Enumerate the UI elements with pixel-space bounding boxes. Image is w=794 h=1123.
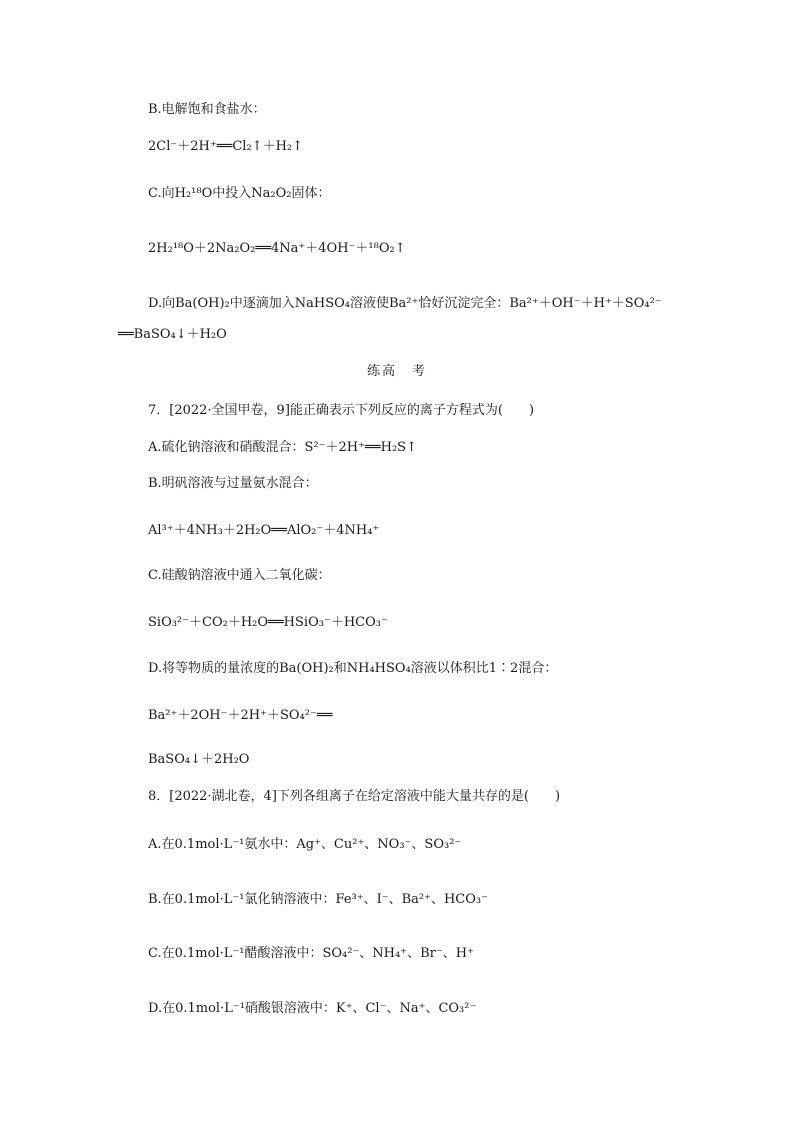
question-8-stem: 8．[2022·湖北卷，4]下列各组离子在给定溶液中能大量共存的是( ): [148, 789, 561, 804]
question-7-option-a: A.硫化钠溶液和硝酸混合：S²⁻＋2H⁺══H₂S↑: [148, 440, 417, 455]
question-8-option-b: B.在0.1mol·L⁻¹氯化钠溶液中：Fe³⁺、I⁻、Ba²⁺、HCO₃⁻: [148, 892, 488, 907]
option-d-text: D.向Ba(OH)₂中逐滴加入NaHSO₄溶液使Ba²⁺恰好沉淀完全：Ba²⁺＋OH⁻＋H⁺＋SO₄²⁻: [148, 296, 662, 311]
question-7-option-d-equation-1: Ba²⁺＋2OH⁻＋2H⁺＋SO₄²⁻══: [148, 708, 333, 723]
question-7-option-b-title: B.明矾溶液与过量氨水混合：: [148, 476, 318, 491]
option-c-label: C.向H₂¹⁸O中投入Na₂O₂固体：: [148, 186, 331, 201]
question-7-stem: 7．[2022·全国甲卷，9]能正确表示下列反应的离子方程式为( ): [148, 403, 535, 418]
option-c-equation: 2H₂¹⁸O＋2Na₂O₂══4Na⁺＋4OH⁻＋¹⁸O₂↑: [148, 241, 406, 256]
question-8-option-a: A.在0.1mol·L⁻¹氨水中：Ag⁺、Cu²⁺、NO₃⁻、SO₃²⁻: [148, 837, 462, 852]
option-d-equation: ══BaSO₄↓＋H₂O: [118, 327, 227, 342]
question-7-option-c-equation: SiO₃²⁻＋CO₂＋H₂O══HSiO₃⁻＋HCO₃⁻: [148, 615, 388, 630]
option-b-equation: 2Cl⁻＋2H⁺══Cl₂↑＋H₂↑: [148, 139, 304, 154]
option-b-label: B.电解饱和食盐水：: [148, 102, 266, 117]
question-7-option-d-equation-2: BaSO₄↓＋2H₂O: [148, 752, 250, 767]
question-8-option-c: C.在0.1mol·L⁻¹醋酸溶液中：SO₄²⁻、NH₄⁺、Br⁻、H⁺: [148, 946, 474, 961]
question-7-option-d-title: D.将等物质的量浓度的Ba(OH)₂和NH₄HSO₄溶液以体积比1∶2混合：: [148, 661, 558, 676]
question-7-option-c-title: C.硅酸钠溶液中通入二氧化碳：: [148, 568, 331, 583]
question-8-option-d: D.在0.1mol·L⁻¹硝酸银溶液中：K⁺、Cl⁻、Na⁺、CO₃²⁻: [148, 1001, 477, 1016]
section-heading: 练高 考: [366, 364, 427, 379]
question-7-option-b-equation: Al³⁺＋4NH₃＋2H₂O══AlO₂⁻＋4NH₄⁺: [148, 523, 380, 538]
